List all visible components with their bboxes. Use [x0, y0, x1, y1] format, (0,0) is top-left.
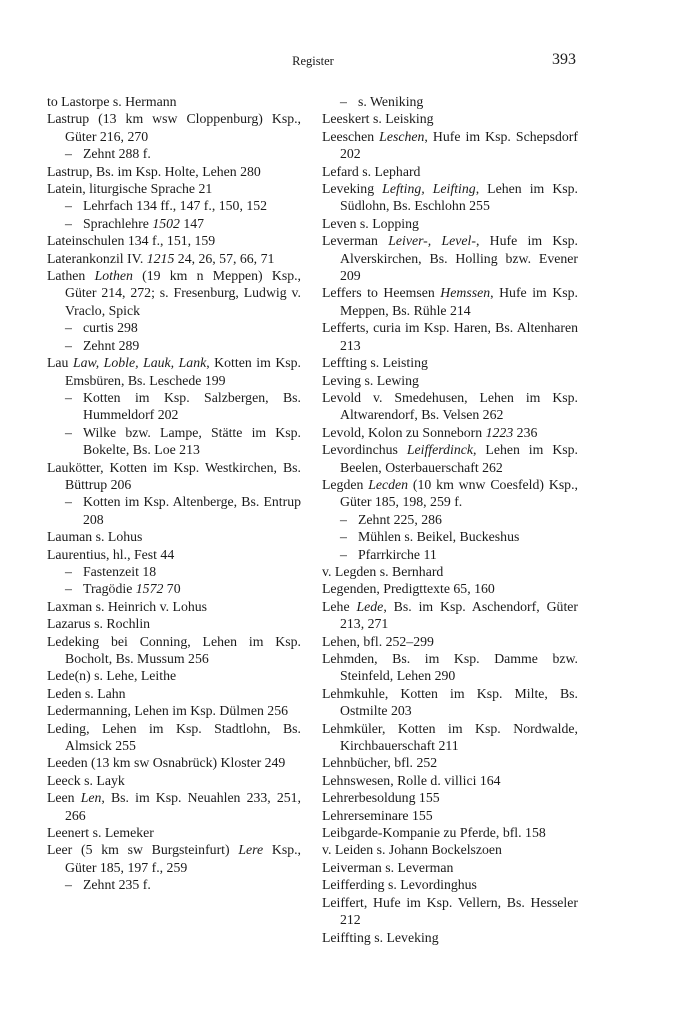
entry-variant-italic: Lefting, Leifting: [382, 181, 476, 197]
entry-text: , Bs. im Ksp. Neuahlen 233, 251, 266: [65, 790, 301, 823]
entry-text: curtis 298: [83, 320, 138, 336]
index-subentry: [47, 580, 301, 597]
entry-variant-italic: Lere: [238, 842, 264, 858]
entry-text: Leverman: [322, 233, 389, 249]
subentry-dash: –: [340, 511, 347, 527]
entry-text: , Bs. im Ksp. Aschendorf, Güter 213, 271: [340, 598, 578, 632]
entry-text: Leen: [47, 790, 81, 806]
entry-text: Pfarrkirche 11: [358, 546, 437, 562]
index-entry: [47, 459, 301, 494]
entry-text: , Kotten im Ksp. Emsbüren, Bs. Leschede 199: [65, 355, 301, 388]
entry-variant-italic: Hemssen: [440, 285, 491, 301]
entry-text: Ledermanning, Lehen im Ksp. Dülmen 256: [47, 703, 289, 719]
index-entry: [322, 163, 578, 180]
index-entry: [322, 441, 578, 476]
entry-text: Lazarus s. Rochlin: [47, 616, 151, 632]
index-subentry: [47, 197, 301, 214]
index-entry: [322, 929, 578, 946]
index-entry: [322, 633, 578, 650]
entry-text: Lehmden, Bs. im Ksp. Damme bzw. Steinfeld, Lehen 290: [322, 651, 578, 684]
subentry-dash: –: [65, 877, 72, 893]
index-subentry: [47, 876, 301, 893]
entry-text: Leffting s. Leisting: [322, 355, 428, 371]
entry-text: 147: [179, 215, 205, 231]
entry-text: Lehnbücher, bfl. 252: [322, 755, 438, 771]
running-title: Register: [292, 54, 334, 68]
entry-text: Lehmküler, Kotten im Ksp. Nordwalde, Kirchbauerschaft 211: [322, 720, 578, 754]
index-entry: [47, 754, 301, 771]
entry-text: Leffers to Heemsen: [322, 285, 441, 301]
subentry-dash: –: [65, 563, 72, 579]
entry-text: Levold v. Smedehusen, Lehen im Ksp. Altwarendorf, Bs. Velsen 262: [322, 389, 578, 423]
entry-text: Lehen, bfl. 252–299: [322, 633, 434, 649]
entry-text: Leiffting s. Leveking: [322, 929, 439, 945]
entry-text: Leeden (13 km sw Osnabrück) Kloster 249: [47, 755, 286, 771]
entry-variant-italic: Leifferdinck: [406, 442, 473, 458]
entry-variant-italic: Lecden: [368, 476, 409, 492]
index-subentry: [47, 493, 301, 528]
index-subentry: [47, 145, 301, 162]
entry-text: Mühlen s. Beikel, Buckeshus: [358, 529, 520, 545]
entry-text: Lehrfach 134 ff., 147 f., 150, 152: [83, 198, 268, 214]
page-number: 393: [552, 51, 576, 68]
entry-text: Lehrerseminare 155: [322, 807, 433, 823]
entry-text: Lastrup, Bs. im Ksp. Holte, Lehen 280: [47, 163, 261, 179]
entry-text: v. Leiden s. Johann Bockelszoen: [322, 842, 502, 858]
entry-text: 236: [513, 424, 538, 440]
index-subentry: [47, 389, 301, 424]
index-entry: [47, 633, 301, 668]
entry-text: Wilke bzw. Lampe, Stätte im Ksp. Bokelte, Bs. Loe 213: [83, 424, 301, 458]
entry-text: Ledeking bei Conning, Lehen im Ksp. Bocholt, Bs. Mussum 256: [47, 633, 301, 666]
entry-text: Zehnt 225, 286: [358, 511, 442, 527]
running-head: [0, 52, 700, 72]
index-entry: [47, 250, 301, 267]
subentry-dash: –: [340, 529, 347, 545]
entry-variant-italic: Leiver-, Level-: [388, 233, 476, 249]
entry-text: Leiverman s. Leverman: [322, 859, 454, 875]
index-entry: [322, 598, 578, 633]
index-entry: [47, 685, 301, 702]
entry-text: Levold, Kolon zu Sonneborn: [322, 424, 486, 440]
index-entry: [322, 685, 578, 720]
entry-text: Legenden, Predigttexte 65, 160: [322, 581, 495, 597]
entry-variant-italic: 1223: [485, 424, 514, 440]
index-entry: [47, 93, 301, 110]
entry-text: to Lastorpe s. Hermann: [47, 94, 177, 109]
index-entry: [47, 354, 301, 389]
entry-text: , Hufe im Ksp. Meppen, Bs. Rühle 214: [340, 285, 578, 318]
entry-text: Leifferding s. Levordinghus: [322, 877, 477, 893]
index-entry: [322, 180, 578, 215]
subentry-dash: –: [65, 494, 72, 510]
entry-text: Leibgarde-Kompanie zu Pferde, bfl. 158: [322, 825, 546, 841]
entry-text: Laukötter, Kotten im Ksp. Westkirchen, Bs. Büttrup 206: [47, 459, 301, 492]
entry-text: , Hufe im Ksp. Alverskirchen, Bs. Holling bzw. Evener 209: [340, 233, 578, 284]
subentry-dash: –: [340, 94, 347, 109]
index-entry: [322, 859, 578, 876]
index-entry: [322, 876, 578, 893]
entry-text: Leiffert, Hufe im Ksp. Vellern, Bs. Hesseler 212: [322, 894, 578, 928]
entry-text: s. Weniking: [358, 94, 424, 109]
entry-text: Leeskert s. Leisking: [322, 111, 434, 127]
index-entry: [47, 615, 301, 632]
entry-text: Leveking: [322, 181, 383, 197]
subentry-dash: –: [65, 198, 72, 214]
entry-variant-italic: 1572: [135, 581, 164, 597]
entry-text: Kotten im Ksp. Salzbergen, Bs. Hummeldorf 202: [83, 389, 301, 423]
subentry-dash: –: [340, 546, 347, 562]
index-subentry: [322, 511, 578, 528]
entry-text: Kotten im Ksp. Altenberge, Bs. Entrup 208: [83, 494, 301, 527]
index-entry: [47, 528, 301, 545]
index-entry: [322, 824, 578, 841]
index-entry: [47, 546, 301, 563]
entry-variant-italic: 1502: [152, 215, 180, 231]
index-entry: [47, 789, 301, 824]
index-entry: [47, 667, 301, 684]
index-column-right: [322, 93, 578, 946]
entry-text: v. Legden s. Bernhard: [322, 563, 444, 579]
entry-text: Laxman s. Heinrich v. Lohus: [47, 598, 208, 614]
entry-text: , Hufe im Ksp. Schepsdorf 202: [340, 128, 578, 162]
index-subentry: [47, 319, 301, 336]
index-subentry: [322, 528, 578, 545]
index-entry: [322, 563, 578, 580]
entry-text: (10 km wnw Coesfeld) Ksp., Güter 185, 198, 259 f.: [340, 476, 578, 510]
entry-text: 24, 26, 57, 66, 71: [174, 250, 275, 266]
index-entry: [322, 232, 578, 284]
index-entry: [322, 754, 578, 771]
entry-text: Ksp., Güter 185, 197 f., 259: [65, 842, 301, 875]
index-entry: [322, 807, 578, 824]
index-entry: [47, 232, 301, 249]
entry-text: Leding, Lehen im Ksp. Stadtlohn, Bs. Almsick 255: [47, 720, 301, 754]
entry-text: Leven s. Lopping: [322, 215, 419, 231]
index-entry: [322, 389, 578, 424]
subentry-dash: –: [65, 215, 72, 231]
entry-text: Tragödie: [83, 581, 136, 597]
index-entry: [47, 702, 301, 719]
index-subentry: [47, 563, 301, 580]
entry-variant-italic: 1215: [146, 250, 175, 266]
entry-variant-italic: Lede: [356, 598, 384, 614]
subentry-dash: –: [65, 337, 72, 353]
index-entry: [47, 163, 301, 180]
entry-text: Lathen: [47, 268, 95, 284]
index-entry: [47, 110, 301, 145]
index-entry: [322, 720, 578, 755]
subentry-dash: –: [65, 146, 72, 162]
index-entry: [322, 319, 578, 354]
index-entry: [322, 354, 578, 371]
subentry-dash: –: [65, 320, 72, 336]
entry-text: Lehmkuhle, Kotten im Ksp. Milte, Bs. Ostmilte 203: [322, 685, 578, 719]
index-entry: [322, 789, 578, 806]
index-subentry: [322, 546, 578, 563]
entry-text: Lehnswesen, Rolle d. villici 164: [322, 772, 501, 788]
index-entry: [322, 284, 578, 319]
index-entry: [322, 841, 578, 858]
entry-text: (19 km n Meppen) Ksp., Güter 214, 272; s. Fresenburg, Ludwig v. Vraclo, Spick: [65, 268, 301, 318]
entry-text: Leving s. Lewing: [322, 372, 419, 388]
subentry-dash: –: [65, 389, 72, 405]
index-entry: [47, 824, 301, 841]
entry-text: Laterankonzil IV.: [47, 250, 147, 266]
index-column-left: [47, 93, 301, 894]
index-entry: [322, 894, 578, 929]
index-entry: [47, 772, 301, 789]
entry-text: Sprachlehre: [83, 215, 153, 231]
index-entry: [47, 841, 301, 876]
entry-text: Zehnt 289: [83, 337, 140, 353]
entry-text: Leer (5 km sw Burgsteinfurt): [47, 842, 239, 858]
entry-text: Zehnt 288 f.: [83, 146, 151, 162]
entry-text: Lefferts, curia im Ksp. Haren, Bs. Altenharen 213: [322, 320, 578, 353]
index-entry: [322, 128, 578, 163]
entry-text: Latein, liturgische Sprache 21: [47, 181, 213, 197]
index-entry: [322, 110, 578, 127]
entry-text: 70: [163, 581, 181, 597]
entry-text: Levordinchus: [322, 442, 407, 458]
entry-text: Lauman s. Lohus: [47, 529, 143, 545]
index-entry: [47, 720, 301, 755]
entry-text: Leeschen: [322, 128, 380, 144]
index-entry: [322, 650, 578, 685]
index-entry: [322, 215, 578, 232]
index-subentry: [47, 215, 301, 232]
index-entry: [322, 372, 578, 389]
entry-text: , Lehen im Ksp. Südlohn, Bs. Eschlohn 255: [340, 181, 579, 214]
index-subentry: [322, 93, 578, 110]
index-entry: [47, 598, 301, 615]
entry-text: Lefard s. Lephard: [322, 163, 421, 179]
entry-text: Lehrerbesoldung 155: [322, 790, 440, 806]
index-entry: [322, 476, 578, 511]
entry-text: Leenert s. Lemeker: [47, 825, 154, 841]
entry-text: , Lehen im Ksp. Beelen, Osterbauerschaft 262: [340, 442, 579, 475]
entry-text: Lateinschulen 134 f., 151, 159: [47, 233, 216, 249]
subentry-dash: –: [65, 581, 72, 597]
entry-text: Lau: [47, 355, 73, 371]
entry-variant-italic: Law, Loble, Lauk, Lank: [72, 355, 207, 371]
entry-text: Lastrup (13 km wsw Cloppenburg) Ksp., Güter 216, 270: [47, 111, 301, 144]
entry-text: Leeck s. Layk: [47, 772, 125, 788]
entry-variant-italic: Lothen: [94, 268, 133, 284]
entry-variant-italic: Len: [80, 790, 102, 806]
index-subentry: [47, 424, 301, 459]
subentry-dash: –: [65, 424, 72, 440]
entry-text: Laurentius, hl., Fest 44: [47, 546, 175, 562]
entry-text: Lehe: [322, 598, 357, 614]
index-entry: [47, 180, 301, 197]
index-entry: [322, 424, 578, 441]
index-subentry: [47, 337, 301, 354]
entry-text: Fastenzeit 18: [83, 563, 157, 579]
entry-text: Lede(n) s. Lehe, Leithe: [47, 668, 177, 684]
entry-text: Leden s. Lahn: [47, 685, 126, 701]
index-entry: [322, 772, 578, 789]
entry-text: Legden: [322, 476, 369, 492]
index-entry: [47, 267, 301, 319]
index-entry: [322, 580, 578, 597]
entry-variant-italic: Leschen: [379, 128, 425, 144]
entry-text: Zehnt 235 f.: [83, 877, 151, 893]
